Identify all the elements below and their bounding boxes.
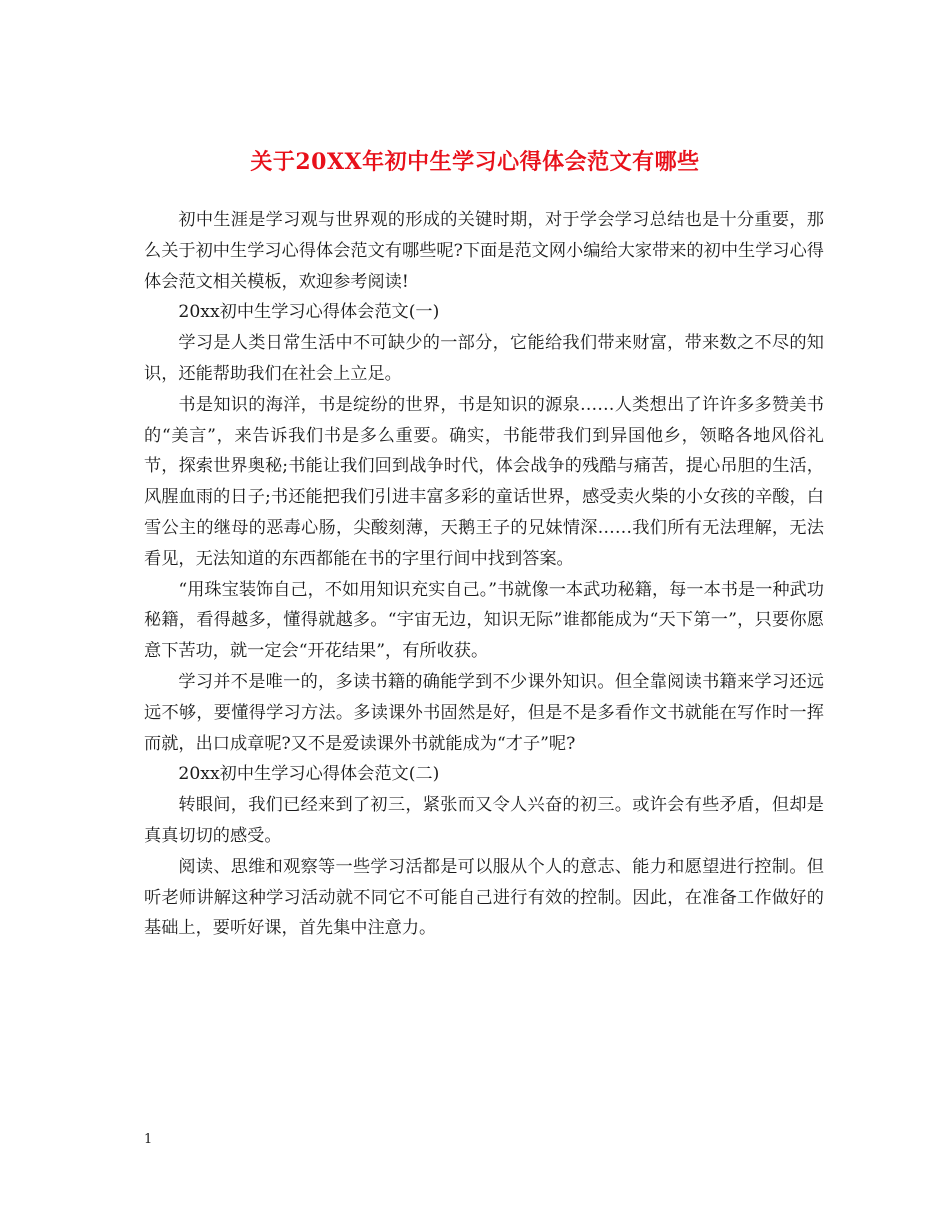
document-body — [144, 205, 824, 944]
body-paragraph: “用珠宝装饰自己，不如用知识充实自己。”书就像一本武功秘籍，每一本书是一种武功秘籍，看得越多，懂得就越多。“宇宙无边，知识无际”谁都能成为“天下第一”，只要你愿意下苦功，就一定会“开花结果”，有所收获。 — [144, 579, 824, 662]
body-paragraph: 学习是人类日常生活中不可缺少的一部分，它能给我们带来财富，带来数之不尽的知识，还能帮助我们在社会上立足。 — [144, 333, 824, 384]
body-paragraph: 转眼间，我们已经来到了初三，紧张而又令人兴奋的初三。或许会有些矛盾，但却是真真切切的感受。 — [144, 795, 824, 846]
page-number: 1 — [144, 1132, 153, 1147]
body-paragraph: 学习并不是唯一的，多读书籍的确能学到不少课外知识。但全靠阅读书籍来学习还远远不够，要懂得学习方法。多读课外书固然是好，但是不是多看作文书就能在写作时一挥而就，出口成章呢?又不是爱读课外书就能成为“才子”呢? — [144, 671, 824, 754]
document-title: 关于20XX年初中生学习心得体会范文有哪些 — [250, 148, 700, 175]
intro-paragraph: 初中生涯是学习观与世界观的形成的关键时期，对于学会学习总结也是十分重要，那么关于初中生学习心得体会范文有哪些呢?下面是范文网小编给大家带来的初中生学习心得体会范文相关模板，欢迎参考阅读! — [144, 210, 824, 292]
body-paragraph: 阅读、思维和观察等一些学习活都是可以服从个人的意志、能力和愿望进行控制。但听老师讲解这种学习活动就不同它不可能自己进行有效的控制。因此，在准备工作做好的基础上，要听好课，首先集中注意力。 — [144, 856, 824, 939]
body-paragraph: 书是知识的海洋，书是绽纷的世界，书是知识的源泉……人类想出了许许多多赞美书的“美言”，来告诉我们书是多么重要。确实，书能带我们到异国他乡，领略各地风俗礼节，探索世界奥秘;书能让我们回到战争时代，体会战争的残酷与痛苦，提心吊胆的生活，风腥血雨的日子;书还能把我们引进丰富多彩的童话世界，感受卖火柴的小女孩的辛酸，白雪公主的继母的恶毒心肠，尖酸刻薄，天鹅王子的兄妹情深……我们所有无法理解，无法看见，无法知道的东西都能在书的字里行间中找到答案。 — [144, 394, 824, 569]
section-heading-1: 20xx初中生学习心得体会范文(一) — [178, 302, 440, 323]
section-heading-2: 20xx初中生学习心得体会范文(二) — [178, 764, 440, 785]
